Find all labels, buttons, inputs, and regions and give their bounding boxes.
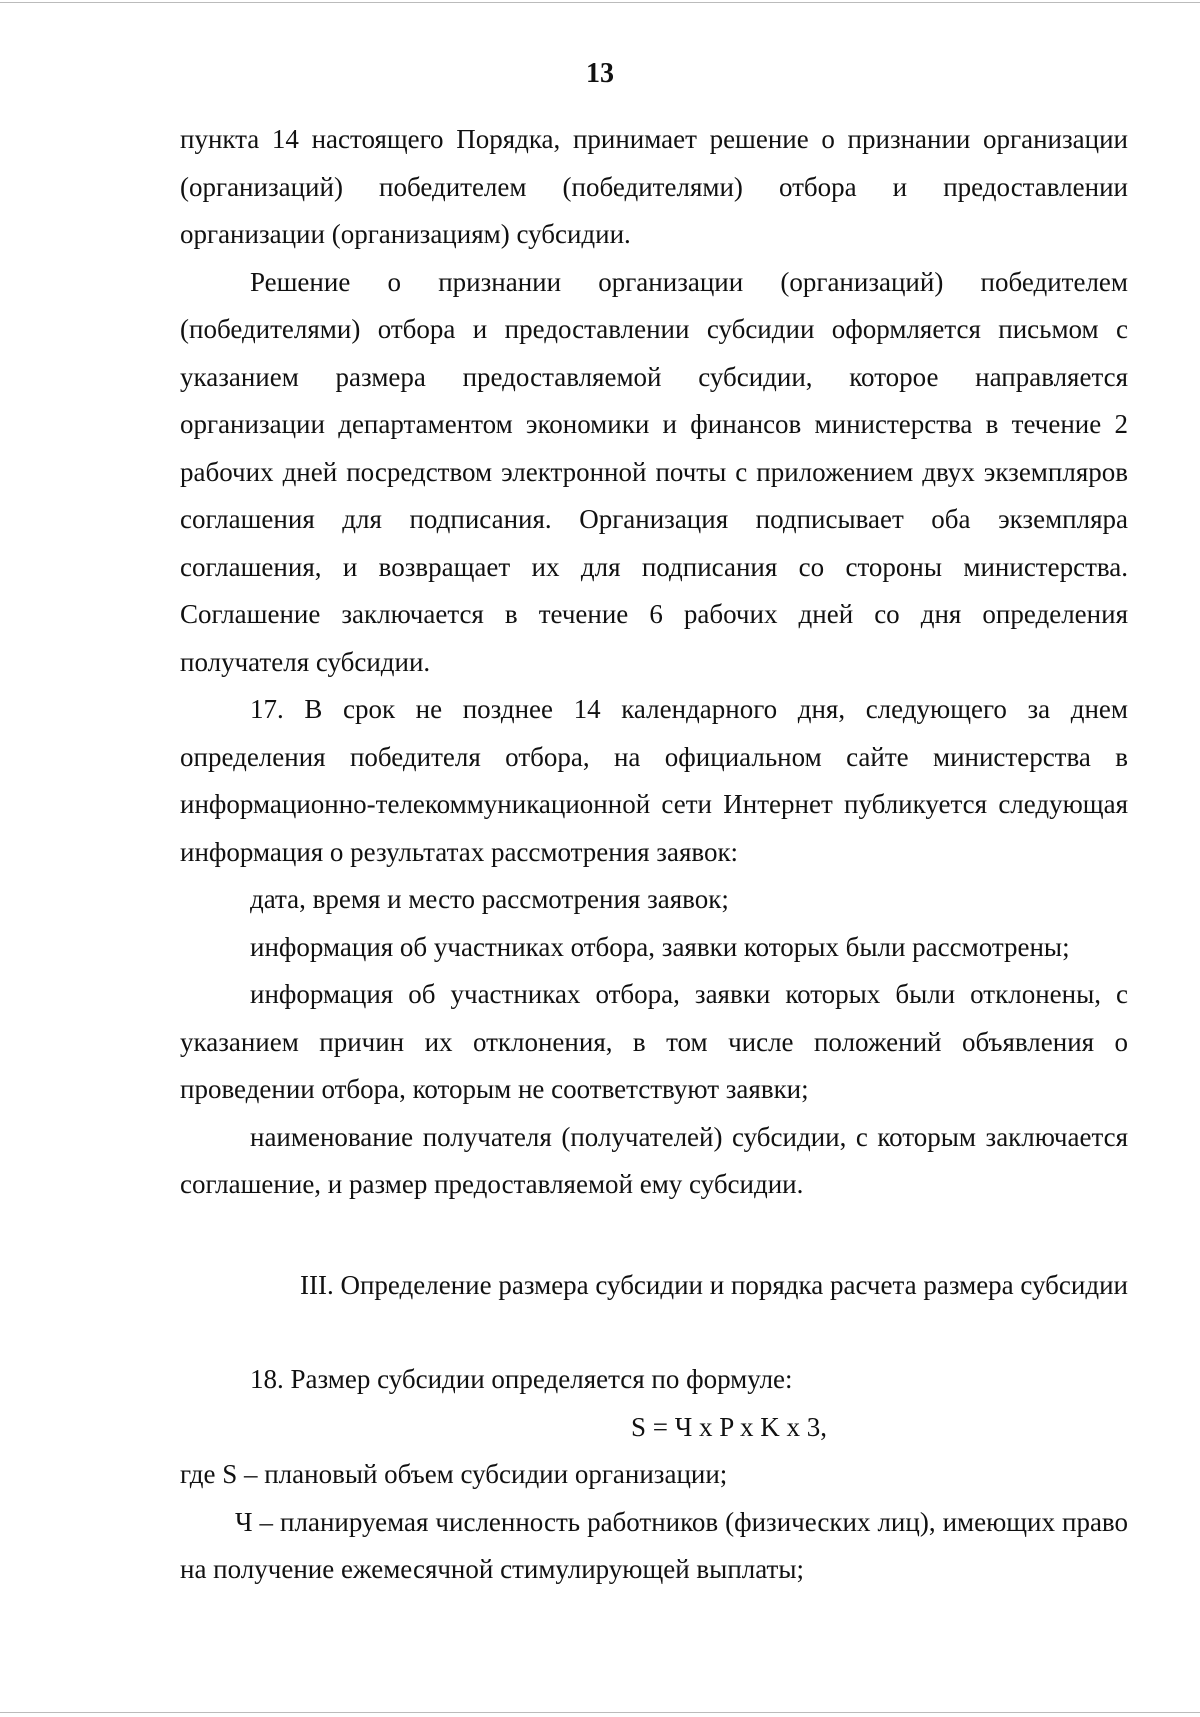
definition-s: где S – плановый объем субсидии организации; (180, 1459, 728, 1489)
list-item-rejected: информация об участниках отбора, заявки которых были отклонены, с указанием причин их отклонения, в том числе положений объявления о проведении отбора, которым не соответствуют заявки; (180, 979, 1128, 1104)
paragraph-continuation: пункта 14 настоящего Порядка, принимает решение о признании организации (организаций) победителем (победителями) отбора и предоставлении организации (организациям) субсидии. (180, 124, 1128, 249)
paragraph-item-17: 17. В срок не позднее 14 календарного дня, следующего за днем определения победителя отбора, на официальном сайте министерства в информационно-телекоммуникационной сети Интернет публикуется следующая информация о результатах рассмотрения заявок: (180, 694, 1128, 867)
list-item-reviewed: информация об участниках отбора, заявки которых были рассмотрены; (250, 931, 1070, 962)
bottom-scan-edge (0, 1712, 1200, 1713)
top-scan-edge (0, 2, 1200, 3)
document-body (180, 116, 1128, 1209)
subsidy-formula: S = Ч x P x K x 3, (630, 1411, 828, 1442)
definition-ch: Ч – планируемая численность работников (физических лиц), имеющих право на получение ежемесячной стимулирующей выплаты; (180, 1506, 1128, 1584)
list-item-recipient: наименование получателя (получателей) субсидии, с которым заключается соглашение, и размер предоставляемой ему субсидии. (180, 1121, 1128, 1199)
section-body (180, 1356, 1128, 1594)
section-heading: III. Определение размера субсидии и порядка расчета размера субсидии (299, 1270, 1128, 1300)
list-item-date: дата, время и место рассмотрения заявок; (250, 884, 729, 914)
paragraph-decision: Решение о признании организации (организаций) победителем (победителями) отбора и предоставлении субсидии оформляется письмом с указанием размера предоставляемой субсидии, которое направляется организации департаментом экономики и финансов министерства в течение 2 рабочих дней посредством электронной почты с приложением двух экземпляров соглашения для подписания. Организация подписывает оба экземпляра соглашения, и возвращает их для подписания со стороны министерства. Соглашение заключается в течение 6 рабочих дней со дня определения получателя субсидии. (180, 266, 1128, 677)
page-number: 13 (586, 58, 614, 89)
paragraph-item-18: 18. Размер субсидии определяется по формуле: (250, 1364, 793, 1394)
